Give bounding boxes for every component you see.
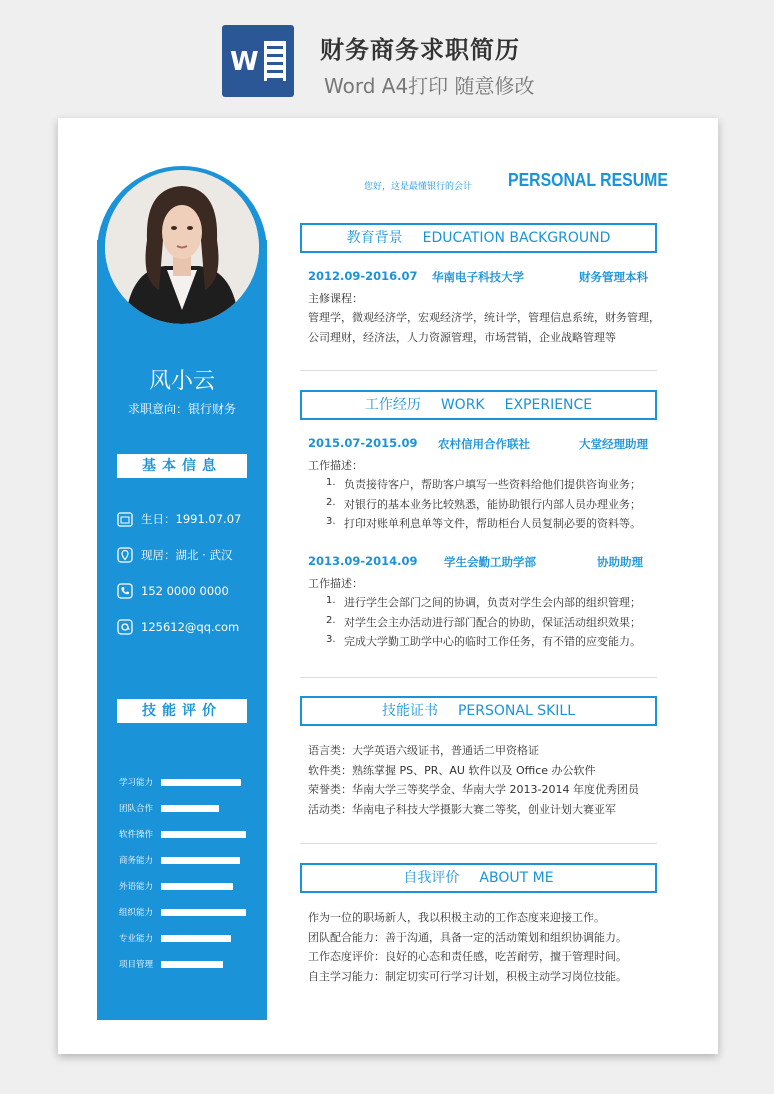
basic-info-heading: 基本信息 <box>117 454 247 478</box>
skill-bar <box>161 909 246 916</box>
personal-resume-title: PERSONAL RESUME <box>508 170 668 190</box>
job-1-role: 大堂经理助理 <box>579 437 648 451</box>
work-heading-cn: 工作经历 <box>364 397 421 413</box>
slogan: 您好，这是最懂银行的会计 <box>364 182 473 192</box>
about-line-2: 团队配合能力：善于沟通，具备一定的活动策划和组织协调能力。 <box>308 931 627 944</box>
portrait-image <box>105 170 259 324</box>
page-subtitle: Word A4打印 随意修改 <box>324 74 535 98</box>
job-1-date: 2015.07-2015.09 <box>308 436 418 450</box>
phone-icon <box>117 583 133 599</box>
divider <box>300 843 657 844</box>
skill-bar <box>161 961 223 968</box>
courses-line-2: 公司理财，经济法，人力资源管理，市场营销，企业战略管理等 <box>308 331 616 344</box>
job-intent: 求职意向：银行财务 <box>127 402 236 416</box>
job-1-org: 农村信用合作联社 <box>438 437 530 451</box>
skill-cert-heading-en: PERSONAL SKILL <box>457 703 576 719</box>
edu-school: 华南电子科技大学 <box>432 270 524 284</box>
education-heading-cn: 教育背景 <box>346 230 403 246</box>
job-2-role: 协助助理 <box>597 555 643 569</box>
about-heading <box>300 863 657 893</box>
list-number: 2. <box>326 497 336 508</box>
skill-label: 软件操作 <box>119 830 154 840</box>
job-1-desc-label: 工作描述： <box>308 459 363 472</box>
about-line-1: 作为一位的职场新人，我以积极主动的工作态度来迎接工作。 <box>308 911 605 924</box>
word-icon-letter: W <box>230 47 259 77</box>
word-icon <box>222 25 294 97</box>
skill-label: 组织能力 <box>119 908 154 918</box>
list-number: 3. <box>326 516 336 527</box>
about-heading-en: ABOUT ME <box>479 870 554 886</box>
education-heading <box>300 223 657 253</box>
about-heading-cn: 自我评价 <box>403 870 460 886</box>
cert-line-3: 荣誉类：华南大学三等奖学金、华南大学 2013-2014 年度优秀团员 <box>308 783 639 796</box>
job-2-item-1: 进行学生会部门之间的协调，负责对学生会内部的组织管理； <box>344 596 641 609</box>
skill-bar <box>161 935 231 942</box>
candidate-name: 风小云 <box>148 369 215 394</box>
job-1-item-2: 对银行的基本业务比较熟悉，能协助银行内部人员办理业务； <box>344 498 641 511</box>
list-number: 3. <box>326 634 336 645</box>
email-icon <box>117 619 133 635</box>
divider <box>300 677 657 678</box>
about-line-4: 自主学习能力：制定切实可行学习计划，积极主动学习岗位技能。 <box>308 970 627 983</box>
skill-label: 团队合作 <box>119 804 154 814</box>
courses-label: 主修课程： <box>308 292 363 305</box>
job-2-item-2: 对学生会主办活动进行部门配合的协助，保证活动组织效果； <box>344 616 641 629</box>
work-heading <box>300 390 657 420</box>
resume-page <box>58 118 718 1054</box>
skill-eval-heading: 技能评价 <box>117 699 247 723</box>
page-header <box>0 0 774 112</box>
work-heading-en1: WORK <box>440 397 485 413</box>
job-1-item-3: 打印对账单利息单等文件，帮助柜台人员复制必要的资料等。 <box>344 517 641 530</box>
list-number: 1. <box>326 477 336 488</box>
cert-line-1: 语言类：大学英语六级证书，普通话二甲资格证 <box>308 744 539 757</box>
job-2-org: 学生会勤工助学部 <box>444 555 536 569</box>
skill-label: 专业能力 <box>119 934 154 944</box>
skill-bar <box>161 883 233 890</box>
birthday-text: 生日：1991.07.07 <box>141 512 242 526</box>
job-1-item-1: 负责接待客户，帮助客户填写一些资料给他们提供咨询业务； <box>344 478 641 491</box>
courses-line-1: 管理学，微观经济学，宏观经济学，统计学，管理信息系统，财务管理， <box>308 311 660 324</box>
skill-cert-heading <box>300 696 657 726</box>
edu-major: 财务管理本科 <box>579 270 648 284</box>
skill-label: 学习能力 <box>119 778 154 788</box>
divider <box>300 370 657 371</box>
skill-cert-heading-cn: 技能证书 <box>381 703 438 719</box>
education-heading-en: EDUCATION BACKGROUND <box>422 230 611 246</box>
phone-text: 152 0000 0000 <box>141 584 229 598</box>
profile-photo <box>105 170 259 324</box>
skill-label: 商务能力 <box>119 856 154 866</box>
cert-line-2: 软件类：熟练掌握 PS、PR、AU 软件以及 Office 办公软件 <box>308 764 596 777</box>
word-icon-lines <box>264 41 286 81</box>
skill-bar <box>161 831 246 838</box>
list-number: 1. <box>326 595 336 606</box>
skill-label: 外语能力 <box>119 882 154 892</box>
edu-date: 2012.09-2016.07 <box>308 269 418 283</box>
location-text: 现居：湖北 · 武汉 <box>141 548 233 562</box>
job-2-date: 2013.09-2014.09 <box>308 554 418 568</box>
skill-bar <box>161 805 219 812</box>
page-title: 财务商务求职简历 <box>320 36 520 64</box>
job-2-desc-label: 工作描述： <box>308 577 363 590</box>
email-text: 125612@qq.com <box>141 620 240 634</box>
location-icon <box>117 547 133 563</box>
job-2-item-3: 完成大学勤工助学中心的临时工作任务，有不错的应变能力。 <box>344 635 641 648</box>
about-line-3: 工作态度评价：良好的心态和责任感，吃苦耐劳，擅于管理时间。 <box>308 950 627 963</box>
list-number: 2. <box>326 615 336 626</box>
skill-label: 项目管理 <box>119 960 154 970</box>
work-heading-en2: EXPERIENCE <box>504 397 593 413</box>
cert-line-4: 活动类：华南电子科技大学摄影大赛二等奖，创业计划大赛亚军 <box>308 803 616 816</box>
skill-bar <box>161 857 240 864</box>
calendar-icon <box>117 511 133 527</box>
skill-bar <box>161 779 241 786</box>
